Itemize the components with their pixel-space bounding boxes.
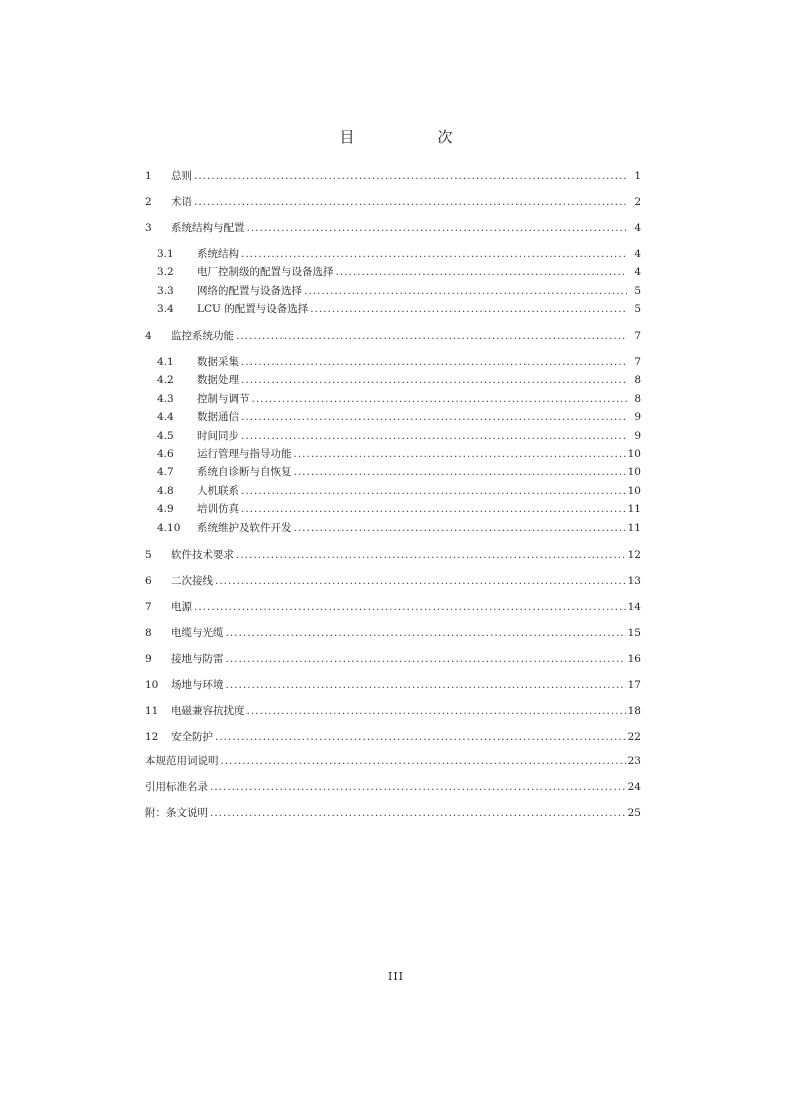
toc-leader-dots bbox=[336, 264, 628, 280]
toc-entry[interactable] bbox=[145, 220, 641, 236]
toc-entry[interactable] bbox=[145, 625, 641, 641]
toc-entry-number: 6 bbox=[145, 575, 152, 587]
toc-entry[interactable] bbox=[145, 428, 641, 444]
toc-entry-number: 4.1 bbox=[157, 356, 174, 368]
toc-entry-label: 系统维护及软件开发 bbox=[197, 522, 292, 534]
toc-entry[interactable] bbox=[145, 520, 641, 536]
toc-entry[interactable] bbox=[145, 547, 641, 563]
toc-entry-number: 2 bbox=[145, 196, 152, 208]
toc-entry-page: 7 bbox=[634, 356, 641, 368]
toc-entry-label: 场地与环境 bbox=[171, 679, 224, 691]
toc-entry-label: 时间同步 bbox=[197, 430, 239, 442]
toc-leader-dots bbox=[241, 409, 627, 425]
toc-entry-page: 23 bbox=[627, 755, 641, 767]
toc-entry-label: 软件技术要求 bbox=[171, 549, 234, 561]
toc-entry-label: 系统结构与配置 bbox=[171, 222, 245, 234]
toc-entry-number: 4.10 bbox=[157, 522, 181, 534]
toc-entry-page: 10 bbox=[627, 466, 641, 478]
toc-entry-page: 5 bbox=[634, 285, 641, 297]
toc-entry[interactable] bbox=[145, 168, 641, 184]
toc-entry-number: 3 bbox=[145, 222, 152, 234]
toc-entry-page: 11 bbox=[627, 522, 641, 534]
toc-leader-dots bbox=[241, 354, 627, 370]
toc-leader-dots bbox=[236, 547, 626, 563]
toc-leader-dots bbox=[226, 625, 626, 641]
toc-entry-label: 附：条文说明 bbox=[145, 807, 208, 819]
toc-entry-page: 2 bbox=[634, 196, 641, 208]
toc-entry-label: 总则 bbox=[171, 170, 192, 182]
toc-entry[interactable] bbox=[145, 779, 641, 795]
toc-entry-label: 二次接线 bbox=[171, 575, 213, 587]
toc-entry[interactable] bbox=[145, 703, 641, 719]
toc-entry-label: 术语 bbox=[171, 196, 192, 208]
toc-entry-number: 5 bbox=[145, 549, 152, 561]
toc-entry-label: 本规范用词说明 bbox=[145, 755, 219, 767]
toc-entry-number: 8 bbox=[145, 627, 152, 639]
toc-leader-dots bbox=[241, 483, 626, 499]
toc-entry-page: 10 bbox=[627, 448, 641, 460]
toc-entry[interactable] bbox=[145, 753, 641, 769]
toc-entry-label: 数据通信 bbox=[197, 411, 239, 423]
toc-entry-label: 接地与防雷 bbox=[171, 653, 224, 665]
toc-entry-label: 引用标准名录 bbox=[145, 781, 208, 793]
toc-entry[interactable] bbox=[145, 283, 641, 299]
toc-entry-page: 25 bbox=[627, 807, 641, 819]
toc-leader-dots bbox=[215, 729, 626, 745]
toc-entry[interactable] bbox=[145, 573, 641, 589]
toc-entry-number: 4.9 bbox=[157, 503, 174, 515]
toc-entry-number: 4 bbox=[145, 330, 152, 342]
toc-entry-label: 系统自诊断与自恢复 bbox=[197, 466, 292, 478]
toc-entry-page: 4 bbox=[634, 248, 641, 260]
toc-leader-dots bbox=[221, 753, 626, 769]
toc-entry[interactable] bbox=[145, 391, 641, 407]
toc-entry-number: 4.7 bbox=[157, 466, 174, 478]
toc-leader-dots bbox=[247, 220, 628, 236]
toc-entry-number: 4.2 bbox=[157, 374, 174, 386]
toc-entry-number: 3.2 bbox=[157, 266, 174, 278]
toc-entry[interactable] bbox=[145, 599, 641, 615]
toc-entry-page: 18 bbox=[627, 705, 641, 717]
toc-entry-label: 电厂控制级的配置与设备选择 bbox=[197, 266, 334, 278]
toc-entry-label: 运行管理与指导功能 bbox=[197, 448, 292, 460]
toc-entry-page: 4 bbox=[634, 266, 641, 278]
toc-entry-page: 13 bbox=[627, 575, 641, 587]
toc-leader-dots bbox=[194, 194, 627, 210]
toc-entry-label: 控制与调节 bbox=[197, 393, 250, 405]
toc-entry-page: 12 bbox=[627, 549, 641, 561]
toc-entry-number: 3.4 bbox=[157, 303, 174, 315]
toc-entry[interactable] bbox=[145, 805, 641, 821]
toc-leader-dots bbox=[236, 328, 627, 344]
toc-entry-page: 14 bbox=[627, 601, 641, 613]
toc-leader-dots bbox=[210, 805, 626, 821]
toc-leader-dots bbox=[294, 464, 626, 480]
toc-leader-dots bbox=[241, 428, 627, 444]
toc-entry-number: 1 bbox=[145, 170, 152, 182]
toc-entry-number: 4.3 bbox=[157, 393, 174, 405]
toc-entry-page: 9 bbox=[634, 430, 641, 442]
toc-entry[interactable] bbox=[145, 651, 641, 667]
toc-entry[interactable] bbox=[145, 501, 641, 517]
toc-entry[interactable] bbox=[145, 677, 641, 693]
toc-leader-dots bbox=[247, 703, 626, 719]
toc-entry[interactable] bbox=[145, 328, 641, 344]
toc-entry[interactable] bbox=[145, 372, 641, 388]
toc-entry-page: 11 bbox=[627, 503, 641, 515]
toc-leader-dots bbox=[252, 391, 628, 407]
toc-leader-dots bbox=[241, 246, 627, 262]
toc-entry-number: 3.3 bbox=[157, 285, 174, 297]
toc-entry-number: 4.4 bbox=[157, 411, 174, 423]
toc-entry-page: 10 bbox=[627, 485, 641, 497]
toc-entry[interactable] bbox=[145, 194, 641, 210]
toc-entry[interactable] bbox=[145, 354, 641, 370]
page-title: 目 次 bbox=[339, 128, 487, 146]
toc-entry-page: 24 bbox=[627, 781, 641, 793]
toc-entry[interactable] bbox=[145, 483, 641, 499]
toc-entry-page: 1 bbox=[634, 170, 641, 182]
toc-leader-dots bbox=[226, 677, 626, 693]
toc-entry-label: 电磁兼容抗扰度 bbox=[171, 705, 245, 717]
toc-leader-dots bbox=[310, 301, 627, 317]
toc-entry-number: 10 bbox=[145, 679, 159, 691]
toc-entry[interactable] bbox=[145, 409, 641, 425]
toc-entry-page: 4 bbox=[634, 222, 641, 234]
toc-leader-dots bbox=[294, 520, 626, 536]
toc-entry-number: 7 bbox=[145, 601, 152, 613]
toc-leader-dots bbox=[210, 779, 626, 795]
toc-leader-dots bbox=[226, 651, 626, 667]
toc-entry-label: 人机联系 bbox=[197, 485, 239, 497]
toc-entry-label: 电源 bbox=[171, 601, 192, 613]
toc-leader-dots bbox=[194, 168, 627, 184]
toc-leader-dots bbox=[241, 501, 626, 517]
toc-leader-dots bbox=[194, 599, 626, 615]
toc-entry[interactable] bbox=[145, 464, 641, 480]
toc-leader-dots bbox=[215, 573, 626, 589]
toc-entry-number: 11 bbox=[145, 705, 159, 717]
toc-leader-dots bbox=[294, 446, 626, 462]
toc-entry-label: 安全防护 bbox=[171, 731, 213, 743]
toc-leader-dots bbox=[304, 283, 627, 299]
toc-entry-number: 4.5 bbox=[157, 430, 174, 442]
toc-entry-number: 4.6 bbox=[157, 448, 174, 460]
toc-entry-number: 4.8 bbox=[157, 485, 174, 497]
toc-entry-page: 8 bbox=[634, 374, 641, 386]
toc-entry[interactable] bbox=[145, 446, 641, 462]
toc-entry-page: 16 bbox=[627, 653, 641, 665]
toc-entry-number: 3.1 bbox=[157, 248, 174, 260]
toc-entry[interactable] bbox=[145, 246, 641, 262]
toc-entry-label: 网络的配置与设备选择 bbox=[197, 285, 302, 297]
toc-entry-label: 系统结构 bbox=[197, 248, 239, 260]
toc-entry-page: 5 bbox=[634, 303, 641, 315]
toc-entry[interactable] bbox=[145, 301, 641, 317]
toc-entry-label: LCU 的配置与设备选择 bbox=[197, 303, 309, 315]
toc-entry[interactable] bbox=[145, 264, 641, 280]
toc-entry-label: 电缆与光缆 bbox=[171, 627, 224, 639]
toc-entry-page: 9 bbox=[634, 411, 641, 423]
toc-entry-label: 数据采集 bbox=[197, 356, 239, 368]
toc-entry-label: 数据处理 bbox=[197, 374, 239, 386]
toc-leader-dots bbox=[241, 372, 627, 388]
toc-entry-label: 监控系统功能 bbox=[171, 330, 234, 342]
toc-entry-page: 22 bbox=[627, 731, 641, 743]
toc-entry-page: 7 bbox=[634, 330, 641, 342]
toc-entry-page: 15 bbox=[627, 627, 641, 639]
toc-entry-number: 9 bbox=[145, 653, 152, 665]
toc-entry-number: 12 bbox=[145, 731, 159, 743]
toc-entry-label: 培训仿真 bbox=[197, 503, 239, 515]
toc-entry-page: 17 bbox=[627, 679, 641, 691]
toc-entry-page: 8 bbox=[634, 393, 641, 405]
toc-entry[interactable] bbox=[145, 729, 641, 745]
page-number: III bbox=[387, 970, 405, 983]
